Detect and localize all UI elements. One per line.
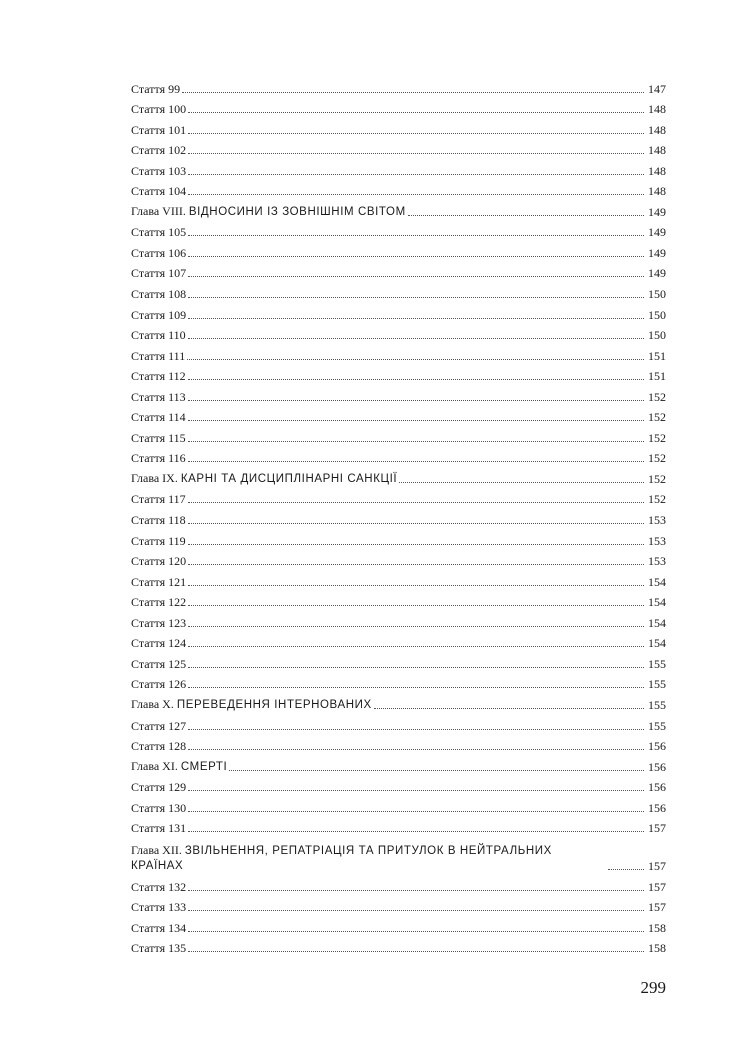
- article-label: Стаття 114: [131, 410, 186, 425]
- dot-leader: [188, 729, 644, 730]
- toc-page-number: 158: [648, 941, 666, 956]
- toc-entry-article[interactable]: [131, 75, 666, 96]
- dot-leader: [374, 708, 644, 709]
- article-label: Стаття 110: [131, 328, 186, 343]
- toc-page-number: 152: [648, 430, 666, 445]
- article-label: Стаття 117: [131, 492, 186, 507]
- chapter-label: [131, 697, 372, 712]
- dot-leader: [187, 359, 644, 360]
- toc-page-number: 151: [648, 348, 666, 363]
- article-label: Стаття 134: [131, 920, 187, 935]
- dot-leader: [188, 605, 644, 606]
- toc-page-number: 155: [648, 656, 666, 671]
- page-number: 299: [640, 978, 666, 997]
- dot-leader: [188, 153, 644, 154]
- article-label: Стаття 104: [131, 184, 187, 199]
- article-label: Стаття 120: [131, 554, 187, 569]
- dot-leader: [188, 420, 644, 421]
- dot-leader: [188, 379, 644, 380]
- table-of-contents: [131, 75, 666, 955]
- chapter-title: ПЕРЕВЕДЕННЯ ІНТЕРНОВАНИХ: [176, 698, 372, 711]
- chapter-title: КАРНІ ТА ДИСЦИПЛІНАРНІ САНКЦІЇ: [180, 472, 398, 485]
- dot-leader: [188, 626, 644, 627]
- dot-leader: [188, 112, 644, 113]
- toc-entry-article[interactable]: [131, 219, 666, 240]
- toc-page-number: 154: [648, 615, 666, 630]
- chapter-title: СМЕРТІ: [180, 760, 228, 773]
- dot-leader: [188, 585, 644, 586]
- dot-leader: [188, 931, 644, 932]
- article-label: Стаття 124: [131, 636, 187, 651]
- toc-page-number: 148: [648, 102, 666, 117]
- toc-entry-article[interactable]: [131, 935, 666, 956]
- toc-entry-article[interactable]: [131, 589, 666, 610]
- toc-page-number: 157: [648, 821, 666, 836]
- toc-page-number: 153: [648, 513, 666, 528]
- article-label: Стаття 130: [131, 800, 187, 815]
- toc-entry-article[interactable]: [131, 424, 666, 445]
- article-label: Стаття 135: [131, 941, 187, 956]
- toc-page-number: 154: [648, 636, 666, 651]
- dot-leader: [188, 441, 644, 442]
- toc-page-number: 151: [648, 369, 666, 384]
- chapter-label: [131, 843, 606, 873]
- toc-entry-article[interactable]: [131, 116, 666, 137]
- toc-entry-article[interactable]: [131, 363, 666, 384]
- toc-page-number: 150: [648, 287, 666, 302]
- dot-leader: [188, 811, 644, 812]
- toc-entry-article[interactable]: [131, 404, 666, 425]
- toc-entry-article[interactable]: [131, 815, 666, 836]
- toc-page-number: 149: [648, 266, 666, 281]
- article-label: Стаття 108: [131, 287, 187, 302]
- dot-leader: [188, 235, 644, 236]
- toc-entry-article[interactable]: [131, 383, 666, 404]
- toc-page-number: 156: [648, 739, 666, 754]
- toc-entry-article[interactable]: [131, 527, 666, 548]
- dot-leader: [188, 194, 644, 195]
- toc-page-number: 152: [648, 389, 666, 404]
- article-label: Стаття 127: [131, 718, 187, 733]
- toc-page-number: 152: [648, 471, 666, 486]
- article-label: Стаття 111: [131, 348, 186, 363]
- article-label: Стаття 103: [131, 163, 187, 178]
- toc-entry-article[interactable]: [131, 914, 666, 935]
- toc-page-number: 150: [648, 328, 666, 343]
- toc-entry-article[interactable]: [131, 733, 666, 754]
- toc-page-number: 154: [648, 595, 666, 610]
- article-label: Стаття 126: [131, 677, 187, 692]
- dot-leader: [188, 890, 644, 891]
- toc-page-number: 152: [648, 410, 666, 425]
- chapter-prefix: Глава IX.: [131, 470, 181, 485]
- toc-entry-article[interactable]: [131, 445, 666, 466]
- toc-page-number: 157: [648, 900, 666, 915]
- article-label: Стаття 128: [131, 739, 187, 754]
- dot-leader: [188, 749, 644, 750]
- toc-entry-article[interactable]: [131, 260, 666, 281]
- toc-page-number: 154: [648, 574, 666, 589]
- toc-page-number: 147: [648, 81, 666, 96]
- toc-entry-article[interactable]: [131, 322, 666, 343]
- toc-entry-article[interactable]: [131, 301, 666, 322]
- article-label: Стаття 115: [131, 430, 186, 445]
- article-label: Стаття 101: [131, 122, 187, 137]
- chapter-title: ЗВІЛЬНЕННЯ, РЕПАТРІАЦІЯ ТА ПРИТУЛОК В НЕЙТРАЛЬНИХ КРАЇНАХ: [131, 845, 552, 873]
- toc-entry-article[interactable]: [131, 650, 666, 671]
- article-label: Стаття 122: [131, 595, 187, 610]
- article-label: Стаття 105: [131, 225, 187, 240]
- dot-leader: [188, 544, 644, 545]
- toc-entry-article[interactable]: [131, 609, 666, 630]
- chapter-title: ВІДНОСИНИ ІЗ ЗОВНІШНІМ СВІТОМ: [188, 205, 406, 218]
- article-label: Стаття 102: [131, 143, 187, 158]
- dot-leader: [188, 951, 644, 952]
- dot-leader: [188, 667, 644, 668]
- toc-page-number: 157: [648, 859, 666, 874]
- chapter-prefix: Глава XII.: [131, 843, 185, 858]
- toc-entry-article[interactable]: [131, 774, 666, 795]
- toc-page-number: 150: [648, 307, 666, 322]
- toc-page-number: 149: [648, 245, 666, 260]
- dot-leader: [188, 502, 644, 503]
- dot-leader: [188, 400, 644, 401]
- toc-entry-article[interactable]: [131, 137, 666, 158]
- toc-entry-article[interactable]: [131, 671, 666, 692]
- article-label: Стаття 121: [131, 574, 187, 589]
- toc-entry-chapter[interactable]: [131, 465, 666, 486]
- toc-page-number: 148: [648, 143, 666, 158]
- chapter-prefix: Глава X.: [131, 696, 177, 711]
- article-label: Стаття 118: [131, 513, 186, 528]
- dot-leader: [188, 564, 644, 565]
- dot-leader: [188, 318, 644, 319]
- toc-entry-article[interactable]: [131, 568, 666, 589]
- dot-leader: [188, 646, 644, 647]
- article-label: Стаття 106: [131, 245, 187, 260]
- article-label: Стаття 107: [131, 266, 187, 281]
- toc-page-number: 153: [648, 554, 666, 569]
- toc-page-number: 155: [648, 677, 666, 692]
- dot-leader: [188, 790, 644, 791]
- toc-entry-article[interactable]: [131, 280, 666, 301]
- article-label: Стаття 131: [131, 821, 187, 836]
- article-label: Стаття 113: [131, 389, 186, 404]
- toc-entry-article[interactable]: [131, 506, 666, 527]
- article-label: Стаття 119: [131, 533, 186, 548]
- article-label: Стаття 99: [131, 81, 181, 96]
- toc-entry-chapter[interactable]: [131, 835, 666, 873]
- toc-page-number: 156: [648, 800, 666, 815]
- toc-entry-article[interactable]: [131, 712, 666, 733]
- dot-leader: [408, 215, 644, 216]
- article-label: Стаття 125: [131, 656, 187, 671]
- article-label: Стаття 100: [131, 102, 187, 117]
- dot-leader: [608, 869, 644, 870]
- chapter-label: [131, 759, 227, 774]
- toc-page-number: 148: [648, 184, 666, 199]
- dot-leader: [188, 831, 644, 832]
- toc-page-number: 149: [648, 204, 666, 219]
- toc-page-number: 152: [648, 492, 666, 507]
- toc-entry-article[interactable]: [131, 894, 666, 915]
- article-label: Стаття 129: [131, 780, 187, 795]
- toc-entry-article[interactable]: [131, 486, 666, 507]
- toc-page-number: 148: [648, 163, 666, 178]
- article-label: Стаття 123: [131, 615, 187, 630]
- toc-page-number: 153: [648, 533, 666, 548]
- chapter-prefix: Глава VIII.: [131, 203, 189, 218]
- toc-entry-article[interactable]: [131, 630, 666, 651]
- toc-page-number: 156: [648, 780, 666, 795]
- dot-leader: [399, 482, 644, 483]
- chapter-label: [131, 204, 406, 219]
- dot-leader: [182, 92, 644, 93]
- chapter-prefix: Глава XI.: [131, 758, 181, 773]
- article-label: Стаття 112: [131, 369, 186, 384]
- article-label: Стаття 132: [131, 879, 187, 894]
- toc-page-number: 155: [648, 718, 666, 733]
- toc-page-number: 157: [648, 879, 666, 894]
- dot-leader: [188, 297, 644, 298]
- toc-entry-article[interactable]: [131, 873, 666, 894]
- toc-page-number: 148: [648, 122, 666, 137]
- toc-page-number: 156: [648, 759, 666, 774]
- dot-leader: [188, 276, 644, 277]
- dot-leader: [188, 174, 644, 175]
- toc-entry-article[interactable]: [131, 342, 666, 363]
- toc-page-number: 152: [648, 451, 666, 466]
- toc-entry-chapter[interactable]: [131, 691, 666, 712]
- toc-page-number: 158: [648, 920, 666, 935]
- toc-entry-article[interactable]: [131, 178, 666, 199]
- article-label: Стаття 116: [131, 451, 186, 466]
- toc-entry-article[interactable]: [131, 548, 666, 569]
- dot-leader: [188, 133, 644, 134]
- article-label: Стаття 133: [131, 900, 187, 915]
- dot-leader: [188, 256, 644, 257]
- toc-page-number: 155: [648, 697, 666, 712]
- chapter-label: [131, 471, 397, 486]
- toc-entry-chapter[interactable]: [131, 198, 666, 219]
- dot-leader: [188, 910, 644, 911]
- article-label: Стаття 109: [131, 307, 187, 322]
- toc-entry-chapter[interactable]: [131, 753, 666, 774]
- dot-leader: [188, 687, 644, 688]
- dot-leader: [188, 461, 644, 462]
- toc-entry-article[interactable]: [131, 239, 666, 260]
- dot-leader: [229, 770, 644, 771]
- toc-entry-article[interactable]: [131, 794, 666, 815]
- toc-entry-article[interactable]: [131, 96, 666, 117]
- dot-leader: [188, 338, 644, 339]
- toc-page-number: 149: [648, 225, 666, 240]
- dot-leader: [188, 523, 644, 524]
- toc-entry-article[interactable]: [131, 157, 666, 178]
